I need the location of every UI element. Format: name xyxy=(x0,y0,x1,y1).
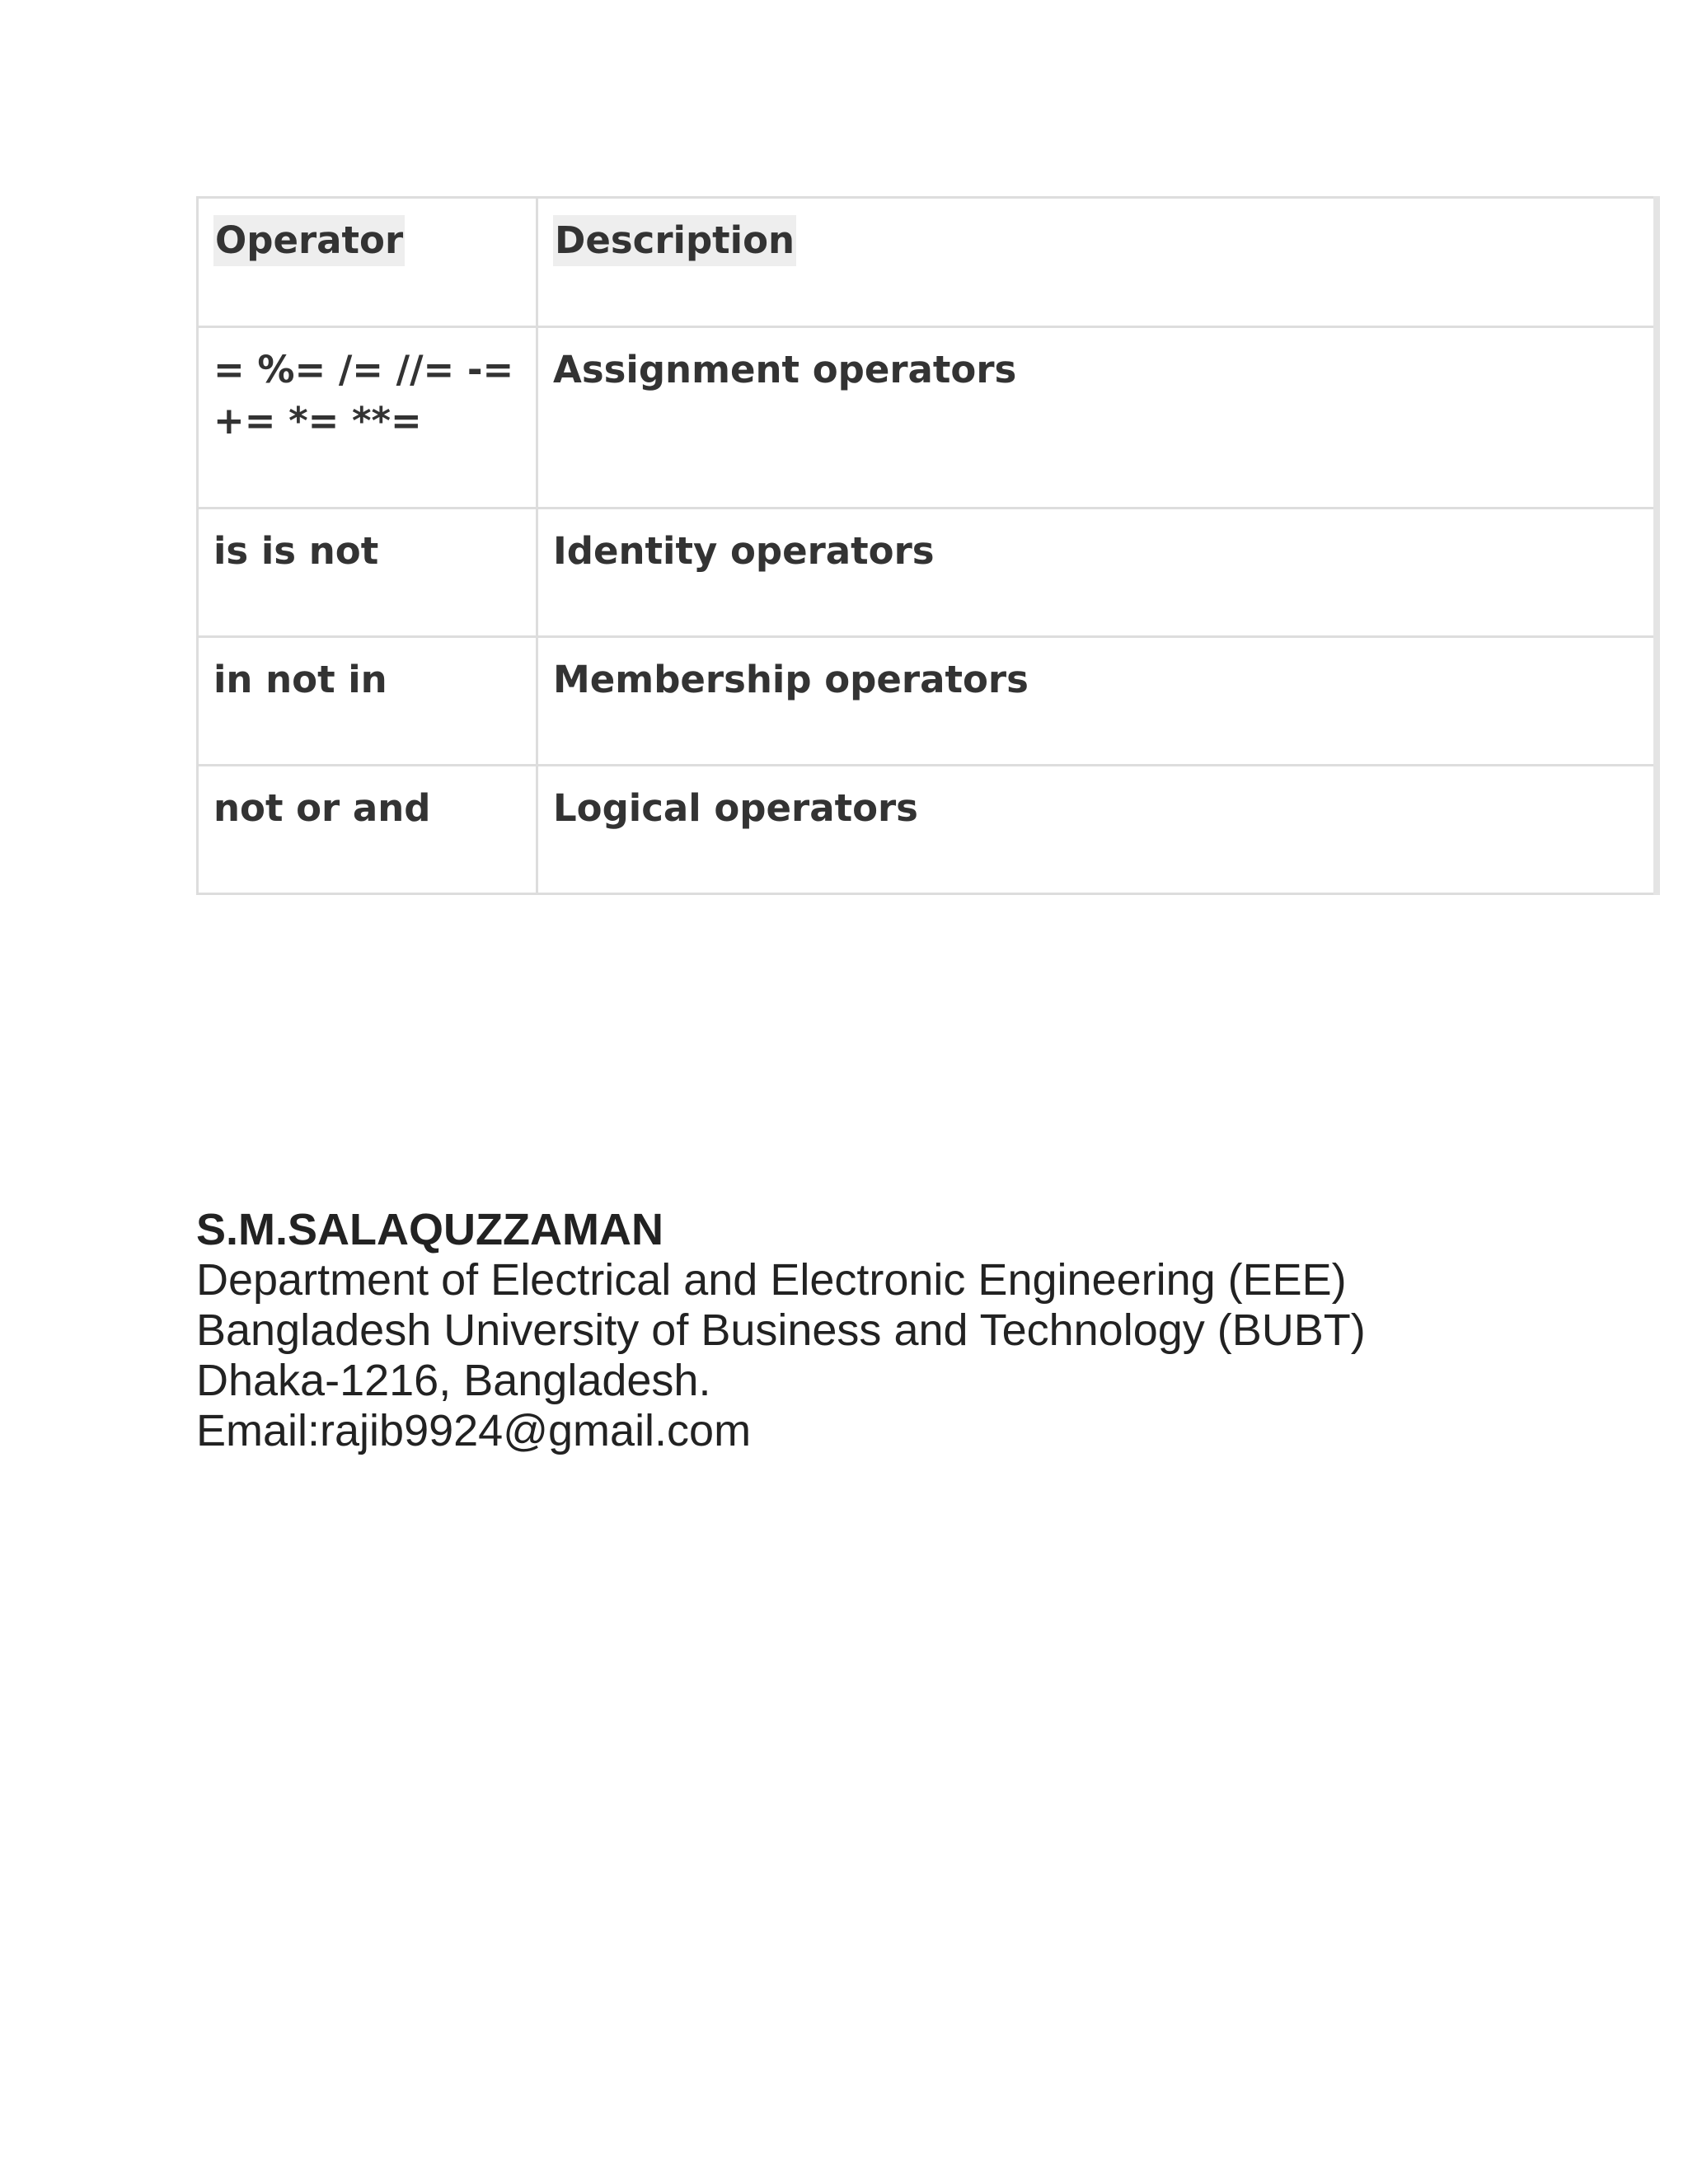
author-signature-block xyxy=(196,1205,1366,1456)
operators-table xyxy=(196,196,1660,895)
table-row xyxy=(198,766,1658,894)
author-university: Bangladesh University of Business and Technology (BUBT) xyxy=(196,1305,1366,1355)
description-cell: Logical operators xyxy=(537,766,1658,894)
table-row xyxy=(198,509,1658,637)
operator-cell: in not in xyxy=(198,637,537,766)
author-address: Dhaka-1216, Bangladesh. xyxy=(196,1356,711,1405)
header-operator-label: Operator xyxy=(213,215,405,266)
operator-cell: is is not xyxy=(198,509,537,637)
author-name: S.M.SALAQUZZAMAN xyxy=(196,1205,663,1254)
table-row xyxy=(198,327,1658,509)
table-header-row xyxy=(198,198,1658,327)
table-row xyxy=(198,637,1658,766)
description-cell: Assignment operators xyxy=(537,327,1658,509)
operator-cell: not or and xyxy=(198,766,537,894)
description-cell: Identity operators xyxy=(537,509,1658,637)
author-department: Department of Electrical and Electronic Engineering (EEE) xyxy=(196,1255,1347,1305)
header-cell-operator xyxy=(198,198,537,327)
operator-cell: = %= /= //= -= += *= **= xyxy=(198,327,537,509)
header-description-label: Description xyxy=(553,215,796,266)
header-cell-description xyxy=(537,198,1658,327)
description-cell: Membership operators xyxy=(537,637,1658,766)
author-email: Email:rajib9924@gmail.com xyxy=(196,1406,752,1455)
